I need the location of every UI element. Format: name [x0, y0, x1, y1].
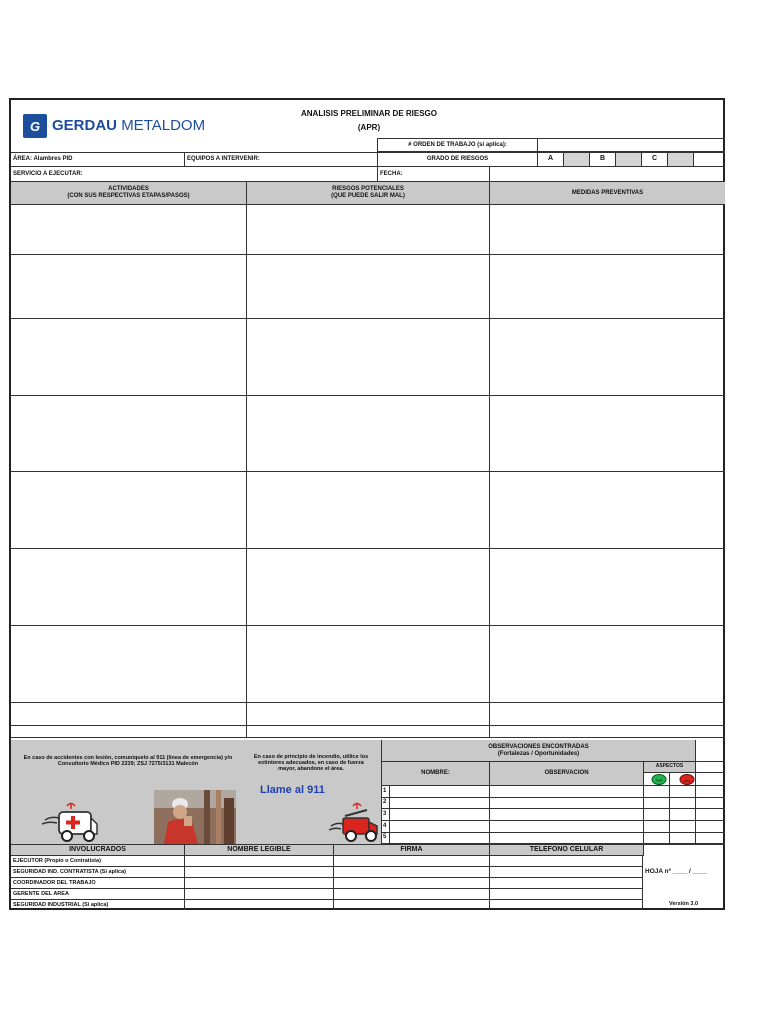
table-row[interactable] — [11, 472, 725, 549]
people-rows — [11, 856, 643, 910]
fecha-field[interactable] — [489, 167, 725, 182]
table-row[interactable] — [11, 626, 725, 703]
table-row[interactable] — [11, 396, 725, 472]
obs-title-line2: (Fortalezas / Oportunidades) — [497, 750, 580, 757]
accident-text: En caso de accidentes con lesión, comuniquelo al 911 (línea de emergencia) y/o Consultorio Médico PID 2239; ZSJ 7275/3131 Malecón — [23, 754, 233, 767]
ambulance-icon — [37, 798, 101, 844]
negative-aspect-icon — [679, 774, 695, 785]
role-coordinador: COORDINADOR DEL TRABAJO — [11, 878, 643, 889]
role-seguridad-industrial: SEGURIDAD INDUSTRIAL (Si aplica) — [13, 901, 109, 908]
obs-row[interactable] — [381, 786, 725, 798]
grado-label: GRADO DE RIESGOS — [377, 152, 537, 167]
fecha-label: FECHA: — [377, 167, 489, 182]
col-riesgos-sub: (QUE PUEDE SALIR MAL) — [331, 193, 405, 199]
col-actividades-sub: (CON SUS RESPECTIVAS ETAPAS/PASOS) — [67, 193, 190, 199]
obs-aspectos-header: ASPECTOS — [643, 762, 695, 773]
obs-row[interactable] — [381, 809, 725, 821]
role-gerente: GERENTE DEL AREA — [11, 889, 643, 900]
col-actividades — [11, 182, 246, 205]
table-row[interactable] — [11, 549, 725, 626]
form-title: ANALISIS PRELIMINAR DE RIESGO — [300, 108, 437, 118]
fire-text: En caso de principio de incendio, utilice los extintores adecuados, en caso de fuerza mayor, abandone el área. — [253, 753, 369, 773]
logo-mark: G — [23, 114, 47, 138]
worker-photo — [154, 790, 236, 844]
obs-row[interactable] — [381, 798, 725, 809]
grado-b-box[interactable] — [615, 152, 641, 167]
table-row[interactable] — [11, 205, 725, 255]
obs-row[interactable] — [381, 833, 725, 844]
logo-brand: GERDAU — [52, 117, 118, 134]
grado-c-label: C — [641, 152, 667, 167]
orden-field[interactable] — [537, 138, 725, 152]
grado-b-label: B — [589, 152, 615, 167]
obs-row-number: 2 — [383, 799, 387, 805]
col-firma: FIRMA — [333, 844, 489, 856]
grado-c-box[interactable] — [667, 152, 693, 167]
fire-truck-icon — [329, 800, 381, 844]
obs-rows — [381, 786, 725, 844]
hoja-label: HOJA nº ____ / ____ — [645, 868, 708, 875]
grado-a-label: A — [537, 152, 563, 167]
logo-sub: METALDOM — [121, 117, 206, 134]
obs-nombre-header: NOMBRE: — [381, 762, 489, 786]
obs-row-number: 5 — [383, 834, 387, 840]
col-actividades-title: ACTIVIDADES — [108, 186, 149, 193]
obs-row-number: 3 — [383, 811, 387, 817]
grado-a-box[interactable] — [563, 152, 589, 167]
form-subtitle: (APR) — [357, 122, 381, 132]
positive-aspect-icon — [651, 774, 667, 785]
col-riesgos-title: RIESGOS POTENCIALES — [332, 186, 404, 193]
table-row[interactable] — [11, 319, 725, 396]
area-label: ÁREA: Alambres PID — [11, 152, 184, 167]
table-row[interactable] — [11, 726, 725, 738]
activity-grid — [11, 205, 725, 738]
col-riesgos — [246, 182, 489, 205]
col-medidas: MEDIDAS PREVENTIVAS — [489, 182, 725, 205]
grado-spacer — [693, 152, 725, 167]
call-911-text: Llame al 911 — [260, 784, 325, 796]
orden-label: # ORDEN DE TRABAJO (si aplica): — [377, 138, 537, 152]
role-seguridad-contratista: SEGURIDAD IND. CONTRATISTA (Si aplica) — [11, 867, 643, 878]
col-involucrados: INVOLUCRADOS — [11, 844, 184, 856]
servicio-label: SERVICIO A EJECUTAR: — [11, 167, 377, 182]
obs-title — [381, 740, 695, 762]
version-label: Versión 3.0 — [669, 901, 699, 907]
table-row[interactable] — [11, 703, 725, 726]
obs-observacion-header: OBSERVACION — [489, 762, 643, 786]
col-telefono: TELEFONO CELULAR — [489, 844, 643, 856]
apr-form — [9, 98, 725, 910]
logo — [23, 113, 206, 139]
role-ejecutor: EJECUTOR (Propio o Contratista) — [11, 856, 643, 867]
equipos-label: EQUIPOS A INTERVENIR: — [184, 152, 377, 167]
obs-title-line1: OBSERVACIONES ENCONTRADAS — [488, 743, 589, 750]
obs-row[interactable] — [381, 821, 725, 833]
col-nombre-legible: NOMBRE LEGIBLE — [184, 844, 333, 856]
obs-row-number: 4 — [383, 823, 387, 829]
obs-row-number: 1 — [383, 788, 387, 794]
table-row[interactable] — [11, 255, 725, 319]
